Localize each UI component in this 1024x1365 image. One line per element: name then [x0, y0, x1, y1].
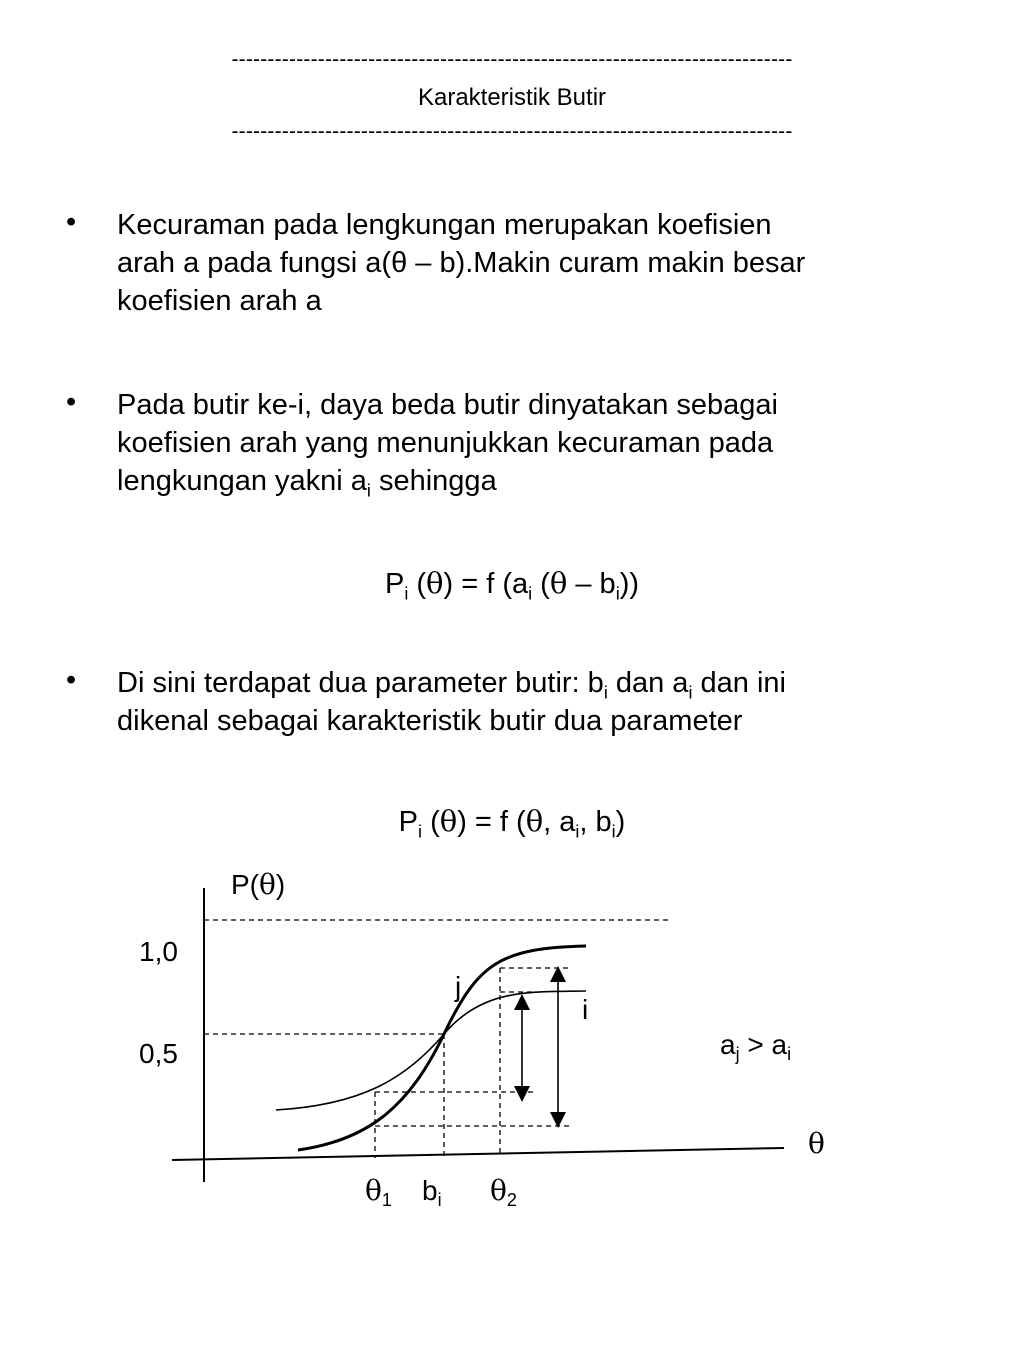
- x-axis-label: θ: [808, 1127, 825, 1160]
- bullet-marker: •: [66, 664, 77, 696]
- y-tick-1: 1,0: [139, 936, 178, 967]
- y-axis-label: P(θ): [231, 868, 286, 901]
- text-line: Pada butir ke-i, daya beda butir dinyatakan sebagai: [117, 389, 778, 421]
- dashed-guides: [204, 920, 670, 1158]
- header-rule-bottom: ------------------------------------------------------------------------------: [231, 120, 793, 143]
- formula-pi-theta-ai-bi: $P_i$ (θ) = f (θ, $a_i$, $b_i$): [398, 804, 626, 842]
- curve-i-label: i: [582, 994, 589, 1025]
- slope-comparison-label: $a_j > a_i$: [720, 1029, 792, 1064]
- curve-j: [298, 946, 589, 1150]
- bullet-marker: •: [66, 206, 77, 238]
- header-rule-top: ------------------------------------------------------------------------------: [231, 48, 793, 71]
- text-line: dikenal sebagai karakteristik butir dua parameter: [117, 705, 743, 737]
- x-tick-theta2: $\theta_2$: [490, 1174, 517, 1210]
- bullet-marker: •: [66, 386, 77, 418]
- text-line: koefisien arah yang menunjukkan kecuraman pada: [117, 427, 774, 459]
- x-tick-theta1: $\theta_1$: [365, 1174, 392, 1210]
- text-line: Kecuraman pada lengkungan merupakan koefisien: [117, 209, 772, 241]
- y-tick-05: 0,5: [139, 1038, 178, 1069]
- page-title: Karakteristik Butir: [417, 84, 607, 111]
- x-tick-bi: $b_i$: [422, 1175, 442, 1210]
- text-line: Di sini terdapat dua parameter butir: $b_i$ dan $a_i$ dan ini: [117, 667, 786, 703]
- x-axis: [172, 1148, 784, 1160]
- text-line: koefisien arah a: [117, 285, 322, 317]
- text-line: arah a pada fungsi a(θ – b).Makin curam makin besar: [117, 247, 806, 279]
- formula-pi-theta: $P_i$ (θ) = f ($a_i$ $(\theta - b_i)$): [384, 566, 640, 604]
- curve-j-label: j: [455, 971, 462, 1002]
- text-line: lengkungan yakni $a_i$ sehingga: [117, 465, 497, 501]
